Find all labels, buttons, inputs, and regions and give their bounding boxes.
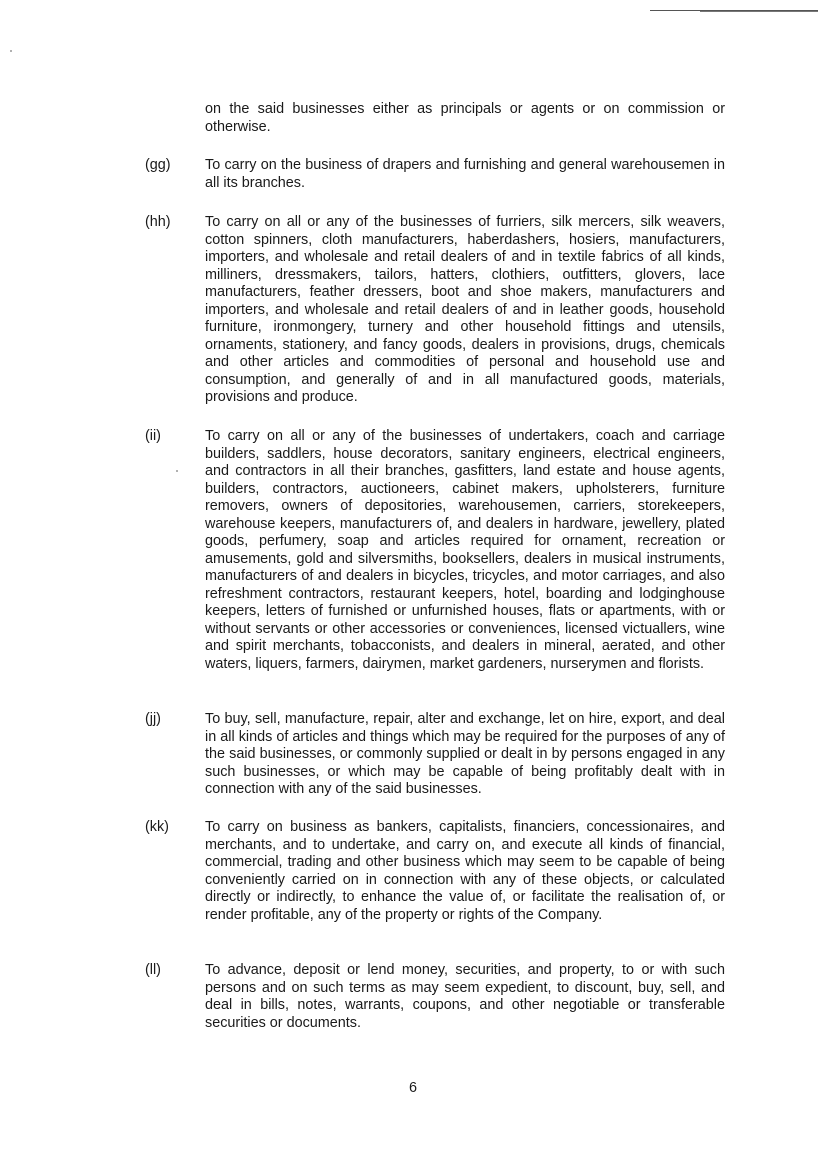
clause-ll [145,962,725,1032]
clause-label: (hh) [145,214,171,230]
clause-text: To carry on the business of drapers and furnishing and general warehousemen in all its branches. [205,157,725,191]
clause-jj [145,711,725,799]
continuation-paragraph: on the said businesses either as principals or agents or on commission or otherwise. [205,101,725,135]
clause-text: To carry on all or any of the businesses of furriers, silk mercers, silk weavers, cotton spinners, cloth manufacturers, haberdashers, hosiers, manufacturers, importers, and wholesale and retail dealers of and in textile fabrics of all kinds, milliners, dressmakers, tailors, hatters, clothiers, outfitters, glovers, lace manufacturers, feather dressers, boot and shoe makers, manufacturers and importers, and wholesale and retail dealers of and in leather goods, household furniture, ironmongery, turnery and other household fittings and utensils, ornaments, stationery, and fancy goods, dealers in provisions, drugs, chemicals and other articles and commodities of personal and household use and consumption, and generally of and in all manufactured goods, materials, provisions and produce. [205,214,725,405]
clause-text: To carry on all or any of the businesses of undertakers, coach and carriage builders, saddlers, house decorators, sanitary engineers, electrical engineers, and contractors in all their branches, gasfitters, land estate and house agents, builders, contractors, auctioneers, cabinet makers, upholsterers, furniture removers, owners of depositories, warehousemen, carriers, storekeepers, warehouse keepers, manufacturers of, and dealers in hardware, jewellery, plated goods, perfumery, soap and articles required for ornament, recreation or amusements, gold and silversmiths, booksellers, dealers in musical instruments, manufacturers of and dealers in bicycles, tricycles, and motor carriages, and also refreshment contractors, restaurant keepers, hotel, boarding and lodginghouse keepers, letters of furnished or unfurnished houses, flats or apartments, with or without servants or other accessories or conveniences, licensed victuallers, wine and spirit merchants, tobacconists, and dealers in mineral, aerated, and other waters, liquers, farmers, dairymen, market gardeners, nurserymen and florists. [205,428,725,672]
clause-kk [145,819,725,924]
clause-label: (ii) [145,428,161,444]
clause-label: (jj) [145,711,161,727]
clause-hh [145,214,725,407]
clause-text: To advance, deposit or lend money, securities, and property, to or with such persons and on such terms as may seem expedient, to discount, buy, sell, and deal in bills, notes, warrants, coupons, and other negotiable or transferable securities or documents. [205,962,725,1031]
clause-label: (ll) [145,962,161,978]
page-number: 6 [408,1080,417,1096]
clause-gg [145,157,725,192]
scan-artifact-line [700,11,818,12]
clause-text: To carry on business as bankers, capitalists, financiers, concessionaires, and merchants, and to undertake, and carry on, and execute all kinds of financial, commercial, trading and other business which may seem to be capable of being conveniently carried on in connection with any of these objects, or calculated directly or indirectly, to enhance the value of, or facilitate the realisation of, or render profitable, any of the property or rights of the Company. [205,819,725,923]
clause-ii [145,428,725,673]
clause-label: (kk) [145,819,169,835]
scan-speck [10,50,12,52]
clause-label: (gg) [145,157,171,173]
clause-text: To buy, sell, manufacture, repair, alter and exchange, let on hire, export, and deal in all kinds of articles and things which may be required for the purposes of any of the said businesses, or commonly supplied or dealt in by persons engaged in any such businesses, or which may be capable of being profitably dealt with in connection with any of the said businesses. [205,711,725,797]
